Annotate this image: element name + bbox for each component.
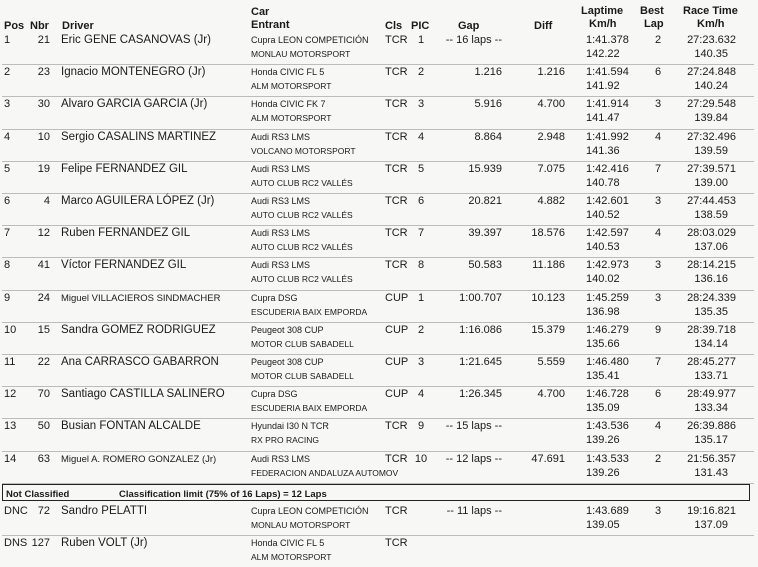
row-gap: 1.216 bbox=[474, 66, 502, 78]
row-race-kmh: 139.84 bbox=[694, 112, 728, 124]
row-nbr: 23 bbox=[37, 66, 50, 78]
row-race-time: 27:32.496 bbox=[687, 131, 736, 143]
header-laptime: Laptime bbox=[581, 5, 624, 17]
row-car: Audi RS3 LMS bbox=[251, 132, 311, 142]
row-driver: Santiago CASTILLA SALINERO bbox=[61, 388, 225, 400]
row-gap: 1:21.645 bbox=[459, 356, 502, 368]
header-driver: Driver bbox=[62, 20, 94, 32]
row-driver: Ruben FERNANDEZ GIL bbox=[61, 227, 191, 239]
row-best-lap: 4 bbox=[654, 227, 662, 239]
row-race-kmh: 135.17 bbox=[694, 434, 728, 446]
row-laptime-kmh: 140.78 bbox=[586, 177, 620, 189]
row-car: Hyundai I30 N TCR bbox=[251, 421, 329, 431]
row-diff: 1.216 bbox=[537, 66, 565, 78]
row-nbr: 22 bbox=[37, 356, 50, 368]
row-pos: DNC bbox=[4, 505, 28, 517]
row-entrant: ESCUDERIA BAIX EMPORDA bbox=[251, 307, 368, 317]
row-best-lap: 3 bbox=[654, 292, 662, 304]
row-laptime: 1:45.259 bbox=[586, 292, 629, 304]
row-nbr: 63 bbox=[37, 453, 50, 465]
row-race-kmh: 134.14 bbox=[694, 338, 728, 350]
row-gap: 1:16.086 bbox=[459, 324, 502, 336]
row-laptime: 1:42.973 bbox=[586, 259, 629, 271]
row-car: Cupra DSG bbox=[251, 293, 298, 303]
row-car: Cupra DSG bbox=[251, 389, 298, 399]
row-laptime-kmh: 141.36 bbox=[586, 145, 620, 157]
row-class: TCR bbox=[385, 98, 408, 110]
row-class: CUP bbox=[385, 324, 409, 336]
row-entrant: MOTOR CLUB SABADELL bbox=[251, 371, 354, 381]
row-nbr: 10 bbox=[37, 131, 50, 143]
row-driver: Eric GENE CASANOVAS (Jr) bbox=[61, 34, 211, 46]
row-divider bbox=[2, 483, 754, 484]
row-driver: Sandra GOMEZ RODRIGUEZ bbox=[61, 324, 216, 336]
row-laptime-kmh: 142.22 bbox=[586, 48, 620, 60]
row-divider bbox=[2, 129, 754, 130]
row-divider bbox=[2, 96, 754, 97]
row-pic: 6 bbox=[417, 195, 425, 207]
row-laptime-kmh: 141.92 bbox=[586, 80, 620, 92]
row-nbr: 70 bbox=[37, 388, 50, 400]
header-car: Car bbox=[251, 6, 270, 18]
row-pos: 8 bbox=[4, 259, 11, 271]
row-car: Audi RS3 LMS bbox=[251, 228, 311, 238]
row-pos: 3 bbox=[4, 98, 11, 110]
row-race-time: 28:49.977 bbox=[687, 388, 736, 400]
row-race-kmh: 138.59 bbox=[694, 209, 728, 221]
row-gap: 39.397 bbox=[468, 227, 502, 239]
row-car: Cupra LEON COMPETICIÓN bbox=[251, 506, 369, 516]
row-pos: 14 bbox=[4, 453, 17, 465]
row-diff: 4.700 bbox=[537, 98, 565, 110]
row-race-time: 26:39.886 bbox=[687, 420, 736, 432]
row-nbr: 24 bbox=[37, 292, 50, 304]
row-race-time: 21:56.357 bbox=[687, 453, 736, 465]
row-driver: Marco AGUILERA LÓPEZ (Jr) bbox=[61, 195, 215, 207]
row-best-lap: 2 bbox=[654, 453, 662, 465]
row-gap: -- 11 laps -- bbox=[446, 505, 502, 517]
header-best-lap: Lap bbox=[644, 18, 664, 30]
row-driver: Ignacio MONTENEGRO (Jr) bbox=[61, 66, 206, 78]
row-car: Peugeot 308 CUP bbox=[251, 357, 324, 367]
row-gap: 1:00.707 bbox=[459, 292, 502, 304]
row-gap: 50.583 bbox=[468, 259, 502, 271]
row-pos: 11 bbox=[4, 356, 16, 368]
row-race-kmh: 133.71 bbox=[694, 370, 728, 382]
row-race-kmh: 140.24 bbox=[694, 80, 728, 92]
row-nbr: 4 bbox=[43, 195, 50, 207]
row-race-kmh: 137.06 bbox=[694, 241, 728, 253]
row-best-lap: 6 bbox=[654, 66, 662, 78]
row-laptime-kmh: 135.41 bbox=[586, 370, 620, 382]
row-laptime: 1:43.689 bbox=[586, 505, 629, 517]
row-pos: 12 bbox=[4, 388, 17, 400]
row-laptime: 1:41.378 bbox=[586, 34, 629, 46]
row-laptime-kmh: 139.26 bbox=[586, 467, 620, 479]
row-class: TCR bbox=[385, 34, 408, 46]
row-nbr: 12 bbox=[37, 227, 50, 239]
row-divider bbox=[2, 322, 754, 323]
header-diff: Diff bbox=[534, 20, 553, 32]
row-pos: 2 bbox=[4, 66, 11, 78]
row-race-time: 27:44.453 bbox=[687, 195, 736, 207]
row-car: Audi RS3 LMS bbox=[251, 454, 311, 464]
row-race-time: 27:39.571 bbox=[687, 163, 736, 175]
row-divider bbox=[2, 535, 754, 536]
row-laptime-kmh: 135.66 bbox=[586, 338, 620, 350]
row-laptime-kmh: 136.98 bbox=[586, 306, 620, 318]
row-entrant: RX PRO RACING bbox=[251, 435, 320, 445]
row-diff: 18.576 bbox=[531, 227, 565, 239]
row-driver: Miguel A. ROMERO GONZALEZ (Jr) bbox=[61, 454, 217, 465]
not-classified-label: Not Classified bbox=[6, 489, 70, 500]
row-laptime-kmh: 139.26 bbox=[586, 434, 620, 446]
row-race-kmh: 136.16 bbox=[694, 273, 728, 285]
row-gap: -- 12 laps -- bbox=[445, 453, 502, 465]
row-car: Peugeot 308 CUP bbox=[251, 325, 324, 335]
row-laptime-kmh: 135.09 bbox=[586, 402, 620, 414]
row-driver: Alvaro GARCIA GARCIA (Jr) bbox=[61, 98, 208, 110]
header-pic: PIC bbox=[411, 20, 430, 32]
row-class: TCR bbox=[385, 227, 408, 239]
row-best-lap: 2 bbox=[654, 34, 662, 46]
row-divider bbox=[2, 64, 754, 65]
row-nbr: 127 bbox=[31, 537, 50, 549]
row-nbr: 19 bbox=[37, 163, 50, 175]
row-best-lap: 7 bbox=[654, 163, 662, 175]
row-nbr: 15 bbox=[37, 324, 50, 336]
row-diff: 4.882 bbox=[537, 195, 565, 207]
row-pos: 5 bbox=[4, 163, 11, 175]
row-entrant: ESCUDERIA BAIX EMPORDA bbox=[251, 403, 368, 413]
row-entrant: ALM MOTORSPORT bbox=[251, 113, 332, 123]
row-race-time: 27:23.632 bbox=[687, 34, 736, 46]
row-car: Audi RS3 LMS bbox=[251, 260, 311, 270]
row-driver: Ruben VOLT (Jr) bbox=[61, 537, 148, 549]
row-race-time: 28:03.029 bbox=[687, 227, 736, 239]
row-class: TCR bbox=[385, 163, 408, 175]
row-car: Audi RS3 LMS bbox=[251, 196, 311, 206]
row-nbr: 50 bbox=[37, 420, 50, 432]
header-laptime-unit: Km/h bbox=[589, 18, 617, 30]
row-pos: 10 bbox=[4, 324, 17, 336]
row-laptime: 1:41.914 bbox=[586, 98, 629, 110]
row-gap: 15.939 bbox=[468, 163, 502, 175]
row-laptime-kmh: 140.53 bbox=[586, 241, 620, 253]
row-race-kmh: 133.34 bbox=[694, 402, 728, 414]
row-class: TCR bbox=[385, 259, 408, 271]
row-laptime: 1:42.601 bbox=[586, 195, 629, 207]
row-race-kmh: 137.09 bbox=[694, 519, 728, 531]
row-pic: 4 bbox=[417, 131, 425, 143]
row-gap: 20.821 bbox=[468, 195, 502, 207]
row-race-time: 28:14.215 bbox=[687, 259, 736, 271]
row-pos: 4 bbox=[4, 131, 11, 143]
row-race-kmh: 140.35 bbox=[694, 48, 728, 60]
row-class: TCR bbox=[385, 66, 408, 78]
row-laptime: 1:41.594 bbox=[586, 66, 629, 78]
row-entrant: AUTO CLUB RC2 VALLÉS bbox=[251, 210, 353, 220]
row-laptime: 1:43.536 bbox=[586, 420, 629, 432]
header-cls: Cls bbox=[385, 20, 403, 32]
row-driver: Busian FONTAN ALCALDE bbox=[61, 420, 201, 432]
row-driver: Víctor FERNANDEZ GIL bbox=[61, 259, 187, 271]
row-pic: 10 bbox=[414, 453, 428, 465]
row-laptime-kmh: 141.47 bbox=[586, 112, 620, 124]
row-pic: 3 bbox=[417, 356, 425, 368]
row-gap: -- 15 laps -- bbox=[445, 420, 502, 432]
not-classified-box bbox=[2, 484, 750, 501]
row-race-time: 28:45.277 bbox=[687, 356, 736, 368]
row-class: TCR bbox=[385, 505, 408, 517]
header-nbr: Nbr bbox=[30, 20, 49, 32]
row-best-lap: 6 bbox=[654, 388, 662, 400]
row-laptime: 1:46.480 bbox=[586, 356, 629, 368]
row-pos: 1 bbox=[4, 34, 11, 46]
row-best-lap: 3 bbox=[654, 195, 662, 207]
row-divider bbox=[2, 354, 754, 355]
row-race-time: 28:24.339 bbox=[687, 292, 736, 304]
row-class: CUP bbox=[385, 292, 409, 304]
row-pic: 2 bbox=[417, 66, 425, 78]
row-race-time: 19:16.821 bbox=[687, 505, 736, 517]
row-pic: 1 bbox=[417, 292, 425, 304]
row-divider bbox=[2, 451, 754, 452]
row-pos: 13 bbox=[4, 420, 17, 432]
row-laptime: 1:46.279 bbox=[586, 324, 629, 336]
row-entrant: VOLCANO MOTORSPORT bbox=[251, 146, 356, 156]
row-entrant: ALM MOTORSPORT bbox=[251, 81, 332, 91]
row-gap: 1:26.345 bbox=[459, 388, 502, 400]
row-entrant: MOTOR CLUB SABADELL bbox=[251, 339, 354, 349]
row-car: Honda CIVIC FK 7 bbox=[251, 99, 326, 109]
row-pic: 8 bbox=[417, 259, 425, 271]
row-race-kmh: 139.00 bbox=[694, 177, 728, 189]
row-diff: 2.948 bbox=[537, 131, 565, 143]
row-divider bbox=[2, 386, 754, 387]
row-pos: 7 bbox=[4, 227, 11, 239]
row-pic: 9 bbox=[417, 420, 425, 432]
row-divider bbox=[2, 161, 754, 162]
row-best-lap: 9 bbox=[654, 324, 662, 336]
header-racetime-unit: Km/h bbox=[697, 18, 725, 30]
header-racetime: Race Time bbox=[683, 5, 738, 17]
row-entrant: ALM MOTORSPORT bbox=[251, 552, 332, 562]
row-diff: 47.691 bbox=[531, 453, 565, 465]
row-pos: 6 bbox=[4, 195, 11, 207]
row-diff: 4.700 bbox=[537, 388, 565, 400]
row-divider bbox=[2, 225, 754, 226]
row-class: CUP bbox=[385, 388, 409, 400]
row-pic: 1 bbox=[417, 34, 425, 46]
row-class: TCR bbox=[385, 195, 408, 207]
row-race-kmh: 131.43 bbox=[694, 467, 728, 479]
row-class: TCR bbox=[385, 453, 408, 465]
row-pos: 9 bbox=[4, 292, 11, 304]
row-laptime-kmh: 139.05 bbox=[586, 519, 620, 531]
row-class: TCR bbox=[385, 131, 408, 143]
row-race-kmh: 139.59 bbox=[694, 145, 728, 157]
row-entrant: MONLAU MOTORSPORT bbox=[251, 49, 351, 59]
row-gap: 8.864 bbox=[474, 131, 502, 143]
row-laptime: 1:46.728 bbox=[586, 388, 629, 400]
row-class: CUP bbox=[385, 356, 409, 368]
row-divider bbox=[2, 193, 754, 194]
row-diff: 10.123 bbox=[531, 292, 565, 304]
row-entrant: FEDERACION ANDALUZA AUTOMOV bbox=[251, 468, 399, 478]
header-pos: Pos bbox=[4, 20, 25, 32]
row-pic: 3 bbox=[417, 98, 425, 110]
row-nbr: 41 bbox=[37, 259, 50, 271]
row-diff: 7.075 bbox=[537, 163, 565, 175]
row-diff: 5.559 bbox=[537, 356, 565, 368]
row-best-lap: 4 bbox=[654, 420, 662, 432]
row-race-time: 27:29.548 bbox=[687, 98, 736, 110]
row-entrant: AUTO CLUB RC2 VALLÉS bbox=[251, 242, 353, 252]
row-entrant: AUTO CLUB RC2 VALLÉS bbox=[251, 274, 353, 284]
row-laptime: 1:42.416 bbox=[586, 163, 629, 175]
row-gap: 5.916 bbox=[474, 98, 502, 110]
row-divider bbox=[2, 257, 754, 258]
row-driver: Miguel VILLACIEROS SINDMACHER bbox=[61, 293, 221, 304]
row-entrant: MONLAU MOTORSPORT bbox=[251, 520, 351, 530]
row-diff: 11.186 bbox=[532, 259, 565, 271]
row-race-time: 27:24.848 bbox=[687, 66, 736, 78]
row-driver: Felipe FERNANDEZ GIL bbox=[61, 163, 188, 175]
row-diff: 15.379 bbox=[531, 324, 565, 336]
header-gap: Gap bbox=[458, 20, 480, 32]
row-pos: DNS bbox=[4, 537, 28, 549]
row-laptime: 1:41.992 bbox=[586, 131, 629, 143]
row-pic: 5 bbox=[417, 163, 425, 175]
row-driver: Sergio CASALINS MARTINEZ bbox=[61, 131, 217, 143]
row-driver: Ana CARRASCO GABARRON bbox=[61, 356, 219, 368]
row-laptime: 1:42.597 bbox=[586, 227, 629, 239]
row-car: Honda CIVIC FL 5 bbox=[251, 538, 325, 548]
row-driver: Sandro PELATTI bbox=[61, 505, 148, 517]
row-laptime-kmh: 140.02 bbox=[586, 273, 620, 285]
header-best: Best bbox=[640, 5, 664, 17]
row-nbr: 30 bbox=[37, 98, 50, 110]
row-divider bbox=[2, 418, 754, 419]
row-laptime-kmh: 140.52 bbox=[586, 209, 620, 221]
classification-limit: Classification limit (75% of 16 Laps) = 12 Laps bbox=[119, 489, 327, 500]
row-race-kmh: 135.35 bbox=[694, 306, 728, 318]
row-laptime: 1:43.533 bbox=[586, 453, 629, 465]
row-best-lap: 3 bbox=[654, 259, 662, 271]
row-pic: 2 bbox=[417, 324, 425, 336]
row-car: Honda CIVIC FL 5 bbox=[251, 67, 325, 77]
row-class: TCR bbox=[385, 537, 408, 549]
row-nbr: 72 bbox=[37, 505, 50, 517]
row-car: Cupra LEON COMPETICIÓN bbox=[251, 35, 369, 45]
row-best-lap: 3 bbox=[654, 98, 662, 110]
row-pic: 4 bbox=[417, 388, 425, 400]
row-divider bbox=[2, 290, 754, 291]
row-car: Audi RS3 LMS bbox=[251, 164, 311, 174]
row-best-lap: 7 bbox=[654, 356, 662, 368]
row-race-time: 28:39.718 bbox=[687, 324, 736, 336]
row-nbr: 21 bbox=[37, 34, 50, 46]
row-gap: -- 16 laps -- bbox=[445, 34, 502, 46]
row-best-lap: 4 bbox=[654, 131, 662, 143]
header-entrant: Entrant bbox=[251, 19, 290, 31]
row-pic: 7 bbox=[417, 227, 425, 239]
row-best-lap: 3 bbox=[654, 505, 662, 517]
row-entrant: AUTO CLUB RC2 VALLÉS bbox=[251, 178, 353, 188]
row-class: TCR bbox=[385, 420, 408, 432]
